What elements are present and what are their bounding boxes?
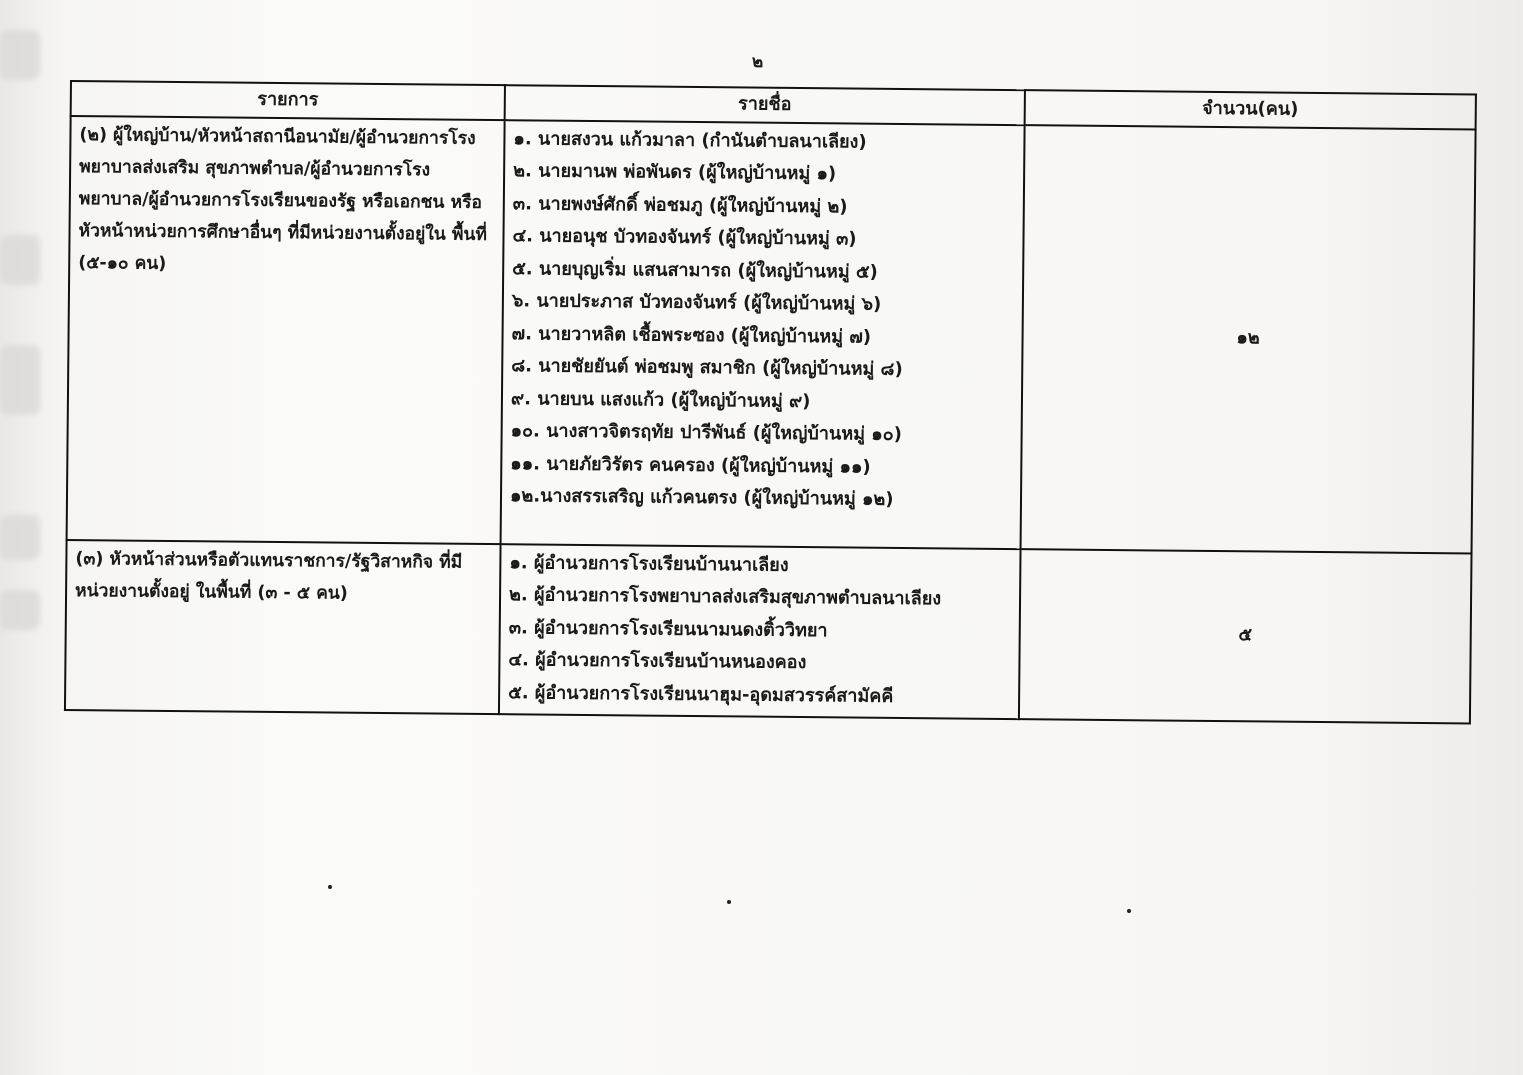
list-item: ๘. นายชัยยันต์ พ่อชมพู สมาชิก (ผู้ใหญ่บ้านหมู่ ๘) bbox=[511, 355, 903, 381]
list-item: ๕. ผู้อำนวยการโรงเรียนนาฮุม-อุดมสวรรค์สามัคคี bbox=[508, 681, 894, 707]
list-item: ๔. ผู้อำนวยการโรงเรียนบ้านหนองคอง bbox=[508, 649, 807, 674]
table-row bbox=[65, 539, 1472, 722]
list-item: ๔. นายอนุช บัวทองจันทร์ (ผู้ใหญ่บ้านหมู่ ๓) bbox=[512, 225, 857, 250]
list-item: ๑๑. นายภัยวิรัตร คนครอง (ผู้ใหญ่บ้านหมู่ ๑๑) bbox=[510, 452, 871, 478]
list-item: ๑๒.นางสรรเสริญ แก้วคนตรง (ผู้ใหญ่บ้านหมู่ ๑๒) bbox=[509, 485, 894, 510]
item-cell bbox=[67, 116, 505, 544]
page-number: ๒ bbox=[752, 52, 764, 72]
stray-dot bbox=[328, 885, 332, 889]
list-item: ๙. นายบน แสงแก้ว (ผู้ใหญ่บ้านหมู่ ๙) bbox=[510, 387, 811, 412]
edge-shadow-mark bbox=[0, 235, 40, 285]
item-description: (๒) ผู้ใหญ่บ้าน/หัวหน้าสถานีอนามัย/ผู้อำนวยการโรงพยาบาลส่งเสริม สุขภาพตำบล/ผู้อำนวยการโรงพยาบาล/ผู้อำนวยการโรงเรียนของรัฐ หรือเอกชน หรือหัวหน้าหน่วยการศึกษาอื่นๆ ที่มีหน่วยงานตั้งอยู่ใน พื้นที่ (๕-๑๐ คน) bbox=[78, 124, 488, 274]
edge-shadow-mark bbox=[0, 515, 40, 560]
name-list bbox=[510, 123, 1016, 518]
list-item: ๑. นายสงวน แก้วมาลา (กำนันตำบลนาเลียง) bbox=[513, 127, 867, 153]
list-item: ๒. นายมานพ พ่อพันดร (ผู้ใหญ่บ้านหมู่ ๑) bbox=[513, 160, 837, 185]
list-item: ๗. นายวาหลิต เชื้อพระซอง (ผู้ใหญ่บ้านหมู่ ๗) bbox=[511, 322, 872, 348]
count-cell: ๕ bbox=[1019, 549, 1472, 723]
item-description: (๓) หัวหน้าส่วนหรือตัวแทนราชการ/รัฐวิสาหกิจ ที่มีหน่วยงานตั้งอยู่ ในพื้นที่ (๓ - ๕ คน) bbox=[75, 548, 463, 604]
committee-table bbox=[64, 80, 1477, 724]
list-item: ๕. นายบุญเริ่ม แสนสามารถ (ผู้ใหญ่บ้านหมู่ ๕) bbox=[512, 257, 878, 283]
table-row bbox=[67, 116, 1476, 553]
stray-dot bbox=[1127, 909, 1131, 913]
list-item: ๓. นายพงษ์ศักดิ์ พ่อชมภู (ผู้ใหญ่บ้านหมู่ ๒) bbox=[512, 192, 848, 217]
count-cell: ๑๒ bbox=[1021, 125, 1476, 553]
list-item: ๒. ผู้อำนวยการโรงพยาบาลส่งเสริมสุขภาพตำบลนาเลียง bbox=[508, 584, 942, 610]
edge-shadow-mark bbox=[0, 590, 40, 630]
edge-shadow-mark bbox=[0, 30, 40, 80]
list-item: ๓. ผู้อำนวยการโรงเรียนนามนดงติ้ววิทยา bbox=[508, 616, 828, 641]
names-cell bbox=[501, 120, 1025, 549]
header-count: จำนวน(คน) bbox=[1025, 90, 1476, 129]
item-cell bbox=[65, 539, 501, 713]
list-item: ๑๐. นางสาวจิตรฤทัย ปารีพันธ์ (ผู้ใหญ่บ้านหมู่ ๑๐) bbox=[510, 420, 903, 446]
names-cell bbox=[499, 544, 1021, 719]
edge-shadow-mark bbox=[0, 345, 40, 415]
name-list bbox=[508, 547, 1012, 714]
header-item: รายการ bbox=[71, 81, 505, 120]
stray-dot bbox=[727, 900, 731, 904]
header-names: รายชื่อ bbox=[505, 85, 1025, 124]
list-item: ๖. นายประภาส บัวทองจันทร์ (ผู้ใหญ่บ้านหมู่ ๖) bbox=[511, 290, 882, 315]
list-item: ๑. ผู้อำนวยการโรงเรียนบ้านนาเลียง bbox=[509, 551, 789, 576]
